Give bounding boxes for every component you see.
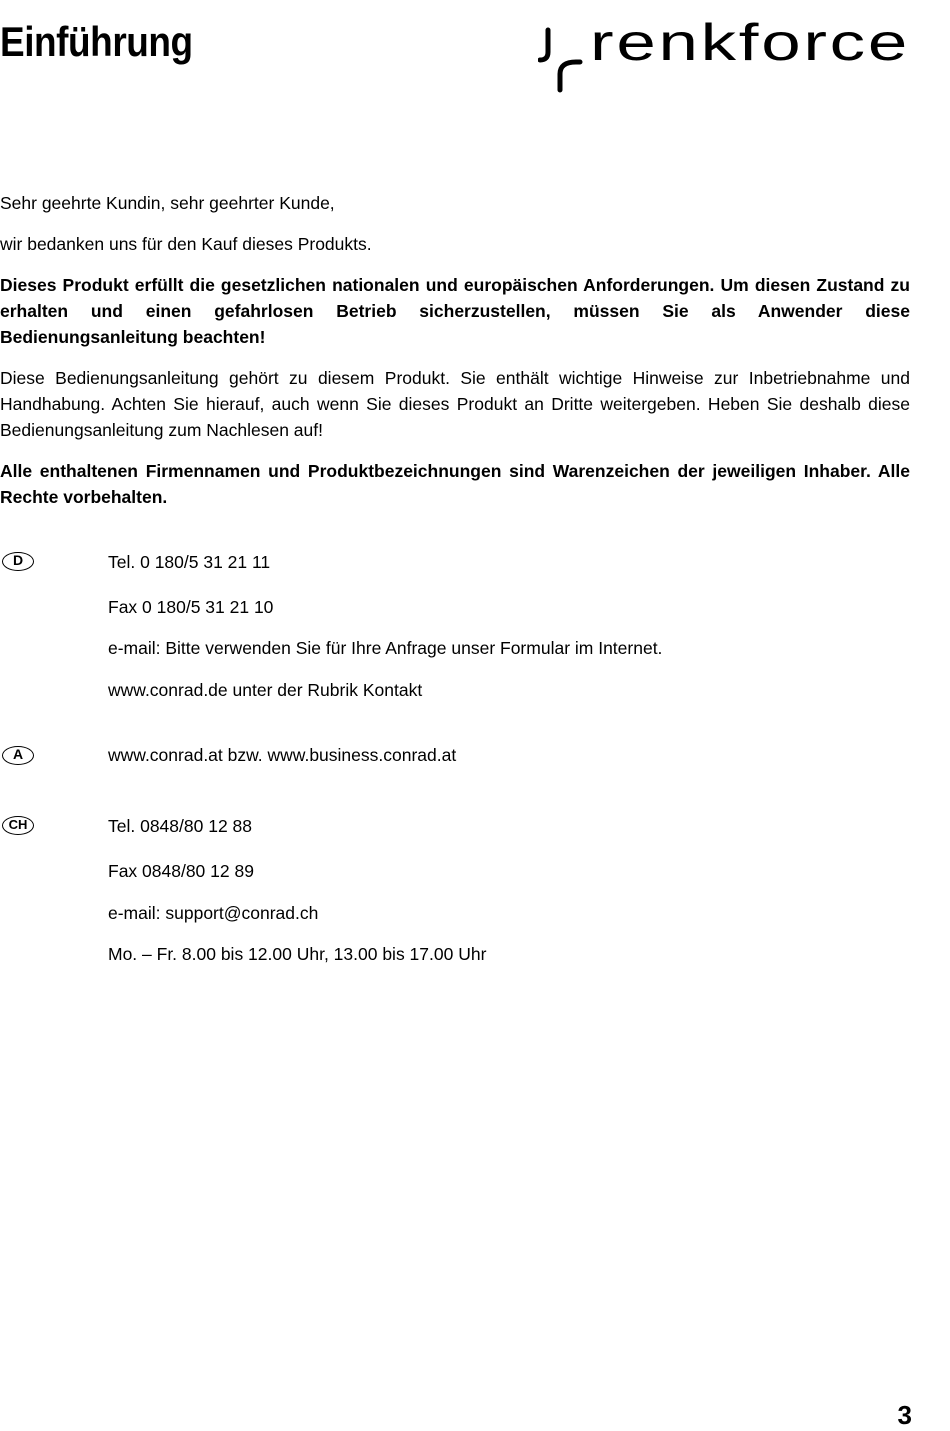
renkforce-logo	[538, 22, 913, 94]
manual-note-text: Diese Bedienungsanleitung gehört zu diesem Produkt. Sie enthält wichtige Hinweise zur Inbetriebnahme und Handhabung. Achten Sie hierauf, auch wenn Sie dieses Produkt an Dritte weitergeben. Heben Sie deshalb diese Bedienungsanleitung zum Nachlesen auf!	[0, 368, 910, 440]
switzerland-fax: Fax 0848/80 12 89	[108, 861, 254, 881]
country-badge-austria: A	[2, 746, 34, 765]
germany-web: www.conrad.de unter der Rubrik Kontakt	[108, 680, 423, 700]
page-number: 3	[897, 1400, 912, 1430]
thanks-text: wir bedanken uns für den Kauf dieses Produkts.	[0, 234, 372, 254]
germany-fax: Fax 0 180/5 31 21 10	[108, 597, 274, 617]
germany-tel: Tel. 0 180/5 31 21 11	[108, 552, 271, 572]
logo-mark-icon	[540, 30, 548, 60]
logo-wordmark: renkforce	[590, 22, 910, 72]
country-badge-switzerland: CH	[2, 816, 34, 835]
switzerland-email: e-mail: support@conrad.ch	[108, 903, 319, 923]
country-badge-germany: D	[2, 552, 34, 571]
trademark-text: Alle enthaltenen Firmennamen und Produktbezeichnungen sind Warenzeichen der jeweiligen Inhaber. Alle Rechte vorbehalten.	[0, 461, 910, 507]
greeting-text: Sehr geehrte Kundin, sehr geehrter Kunde,	[0, 193, 335, 213]
compliance-text: Dieses Produkt erfüllt die gesetzlichen nationalen und europäischen Anforderungen. Um diesen Zustand zu erhalten und einen gefahrlosen Betrieb sicherzustellen, müssen Sie als Anwender diese Bedienungsanleitung beachten!	[0, 275, 910, 347]
switzerland-tel: Tel. 0848/80 12 88	[108, 816, 253, 836]
switzerland-hours: Mo. – Fr. 8.00 bis 12.00 Uhr, 13.00 bis 17.00 Uhr	[108, 944, 487, 964]
germany-email: e-mail: Bitte verwenden Sie für Ihre Anfrage unser Formular im Internet.	[108, 638, 663, 658]
page-title: Einführung	[0, 18, 193, 65]
austria-web: www.conrad.at bzw. www.business.conrad.at	[108, 745, 457, 765]
